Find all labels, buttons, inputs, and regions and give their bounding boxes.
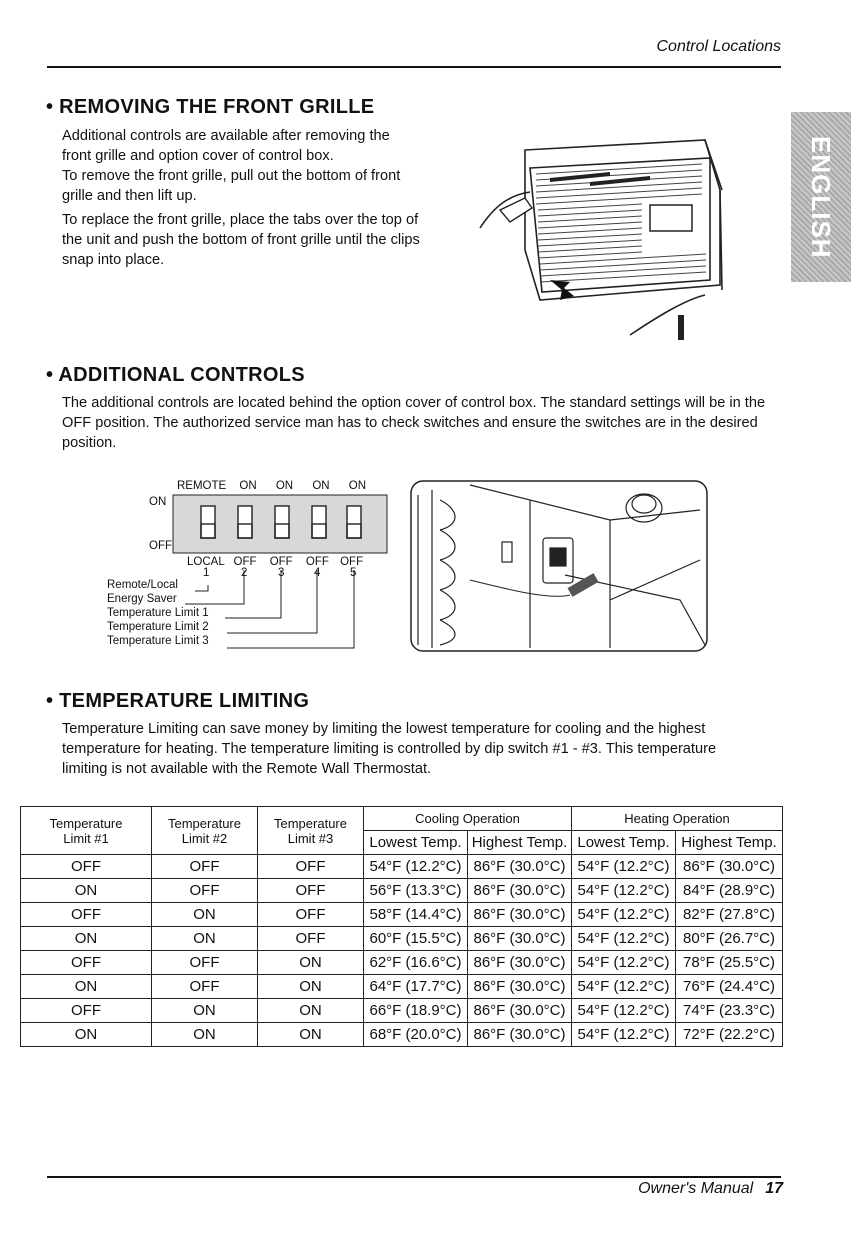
table-cell: 68°F (20.0°C) [364, 1023, 468, 1047]
table-cell: 86°F (30.0°C) [468, 975, 572, 999]
dip-top-label-3: ON [275, 480, 294, 492]
table-row [21, 879, 783, 903]
table-cell: OFF [152, 879, 258, 903]
table-cell: OFF [21, 999, 152, 1023]
table-cell: ON [258, 975, 364, 999]
table-cell: 58°F (14.4°C) [364, 903, 468, 927]
table-cell: 86°F (30.0°C) [468, 879, 572, 903]
table-cell: OFF [258, 903, 364, 927]
col-header-cool-high: Highest Temp. [468, 831, 572, 855]
dip-legend-item: Temperature Limit 2 [107, 621, 209, 633]
footer-rule [47, 1176, 781, 1178]
col-header-heating: Heating Operation [572, 807, 783, 831]
removing-title: • REMOVING THE FRONT GRILLE [46, 96, 375, 118]
table-cell: ON [152, 927, 258, 951]
table-cell: ON [258, 1023, 364, 1047]
table-row [21, 975, 783, 999]
table-cell: 54°F (12.2°C) [572, 999, 676, 1023]
table-cell: 54°F (12.2°C) [572, 879, 676, 903]
table-cell: 80°F (26.7°C) [676, 927, 783, 951]
table-cell: 54°F (12.2°C) [572, 1023, 676, 1047]
removing-paragraph-1: Additional controls are available after removing the front grille and option cover of control box. [62, 128, 390, 164]
table-cell: ON [21, 879, 152, 903]
grille-illustration [470, 110, 740, 350]
col-header-limit2-b: Limit #2 [181, 830, 228, 846]
table-row [21, 855, 783, 879]
table-cell: 54°F (12.2°C) [572, 903, 676, 927]
table-cell: 60°F (15.5°C) [364, 927, 468, 951]
col-header-limit3 [258, 807, 364, 855]
footer-manual-title: Owner's Manual [638, 1180, 754, 1197]
table-cell: 54°F (12.2°C) [364, 855, 468, 879]
table-cell: OFF [152, 975, 258, 999]
table-cell: 86°F (30.0°C) [468, 855, 572, 879]
language-tab-label: ENGLISH [806, 135, 836, 259]
table-cell: 86°F (30.0°C) [468, 951, 572, 975]
dip-legend [107, 578, 209, 648]
dip-number-2: 2 [241, 567, 248, 579]
table-cell: OFF [258, 879, 364, 903]
dip-top-label-4: ON [312, 480, 330, 492]
additional-title: • ADDITIONAL CONTROLS [46, 364, 305, 386]
table-cell: ON [21, 975, 152, 999]
dip-number-5: 5 [350, 567, 357, 579]
table-cell: ON [152, 903, 258, 927]
table-cell: OFF [152, 855, 258, 879]
dip-legend-item: Energy Saver [107, 593, 177, 605]
col-header-limit1 [21, 807, 152, 855]
col-header-limit3-b: Limit #3 [287, 830, 334, 846]
table-cell: 86°F (30.0°C) [468, 1023, 572, 1047]
col-header-heat-high: Highest Temp. [676, 831, 783, 855]
table-cell: OFF [152, 951, 258, 975]
table-cell: 66°F (18.9°C) [364, 999, 468, 1023]
table-cell: OFF [21, 951, 152, 975]
dip-on-label: ON [149, 496, 167, 508]
table-body [21, 855, 783, 1047]
dip-legend-item: Remote/Local [107, 579, 178, 591]
table-cell: 82°F (27.8°C) [676, 903, 783, 927]
table-row [21, 999, 783, 1023]
table-cell: 86°F (30.0°C) [468, 927, 572, 951]
table-cell: 78°F (25.5°C) [676, 951, 783, 975]
limiting-title: • TEMPERATURE LIMITING [46, 690, 310, 712]
table-cell: 86°F (30.0°C) [676, 855, 783, 879]
dip-top-label-5: ON [348, 480, 367, 492]
col-header-cooling: Cooling Operation [364, 807, 572, 831]
temperature-limit-table [20, 806, 783, 1047]
col-header-cool-low: Lowest Temp. [364, 831, 468, 855]
table-cell: OFF [21, 903, 152, 927]
table-cell: ON [21, 1023, 152, 1047]
table-cell: ON [258, 951, 364, 975]
col-header-limit1-a: Temperature [49, 815, 123, 831]
dip-top-label-1: REMOTE [177, 480, 227, 492]
dip-legend-item: Temperature Limit 3 [107, 635, 209, 647]
table-cell: 54°F (12.2°C) [572, 855, 676, 879]
col-header-limit2 [152, 807, 258, 855]
dip-bottom-label-1: LOCAL [187, 556, 225, 568]
language-tab [791, 112, 851, 282]
dip-bottom-label-4: OFF [305, 556, 329, 568]
table-cell: 84°F (28.9°C) [676, 879, 783, 903]
page-header-section: Control Locations [656, 38, 781, 55]
dip-number-1: 1 [203, 567, 210, 579]
table-cell: 86°F (30.0°C) [468, 999, 572, 1023]
col-header-limit1-b: Limit #1 [63, 830, 109, 846]
table-cell: ON [258, 999, 364, 1023]
table-cell: 86°F (30.0°C) [468, 903, 572, 927]
table-cell: 56°F (13.3°C) [364, 879, 468, 903]
table-cell: ON [152, 999, 258, 1023]
dip-number-4: 4 [314, 567, 321, 579]
header-rule [47, 66, 781, 68]
table-cell: 74°F (23.3°C) [676, 999, 783, 1023]
dip-legend-item: Temperature Limit 1 [107, 607, 209, 619]
table-row [21, 903, 783, 927]
table-cell: 64°F (17.7°C) [364, 975, 468, 999]
dip-switch-diagram [105, 478, 395, 658]
removing-body [62, 126, 422, 270]
table-cell: ON [152, 1023, 258, 1047]
control-box-illustration [410, 480, 708, 652]
table-header-row [21, 807, 783, 831]
dip-off-label: OFF [149, 540, 172, 552]
table-cell: 62°F (16.6°C) [364, 951, 468, 975]
table-cell: OFF [258, 927, 364, 951]
col-header-limit3-a: Temperature [274, 815, 347, 831]
dip-bottom-label-3: OFF [269, 556, 293, 568]
table-cell: 54°F (12.2°C) [572, 975, 676, 999]
additional-body: The additional controls are located behind the option cover of control box. The standard settings will be in the OFF position. The authorized service man has to check switches and ensure the switches are in the desired position. [62, 395, 766, 451]
table-cell: OFF [21, 855, 152, 879]
table-row [21, 951, 783, 975]
table-cell: OFF [258, 855, 364, 879]
table-row [21, 927, 783, 951]
dip-bottom-label-5: OFF [340, 556, 364, 568]
dip-number-3: 3 [278, 567, 285, 579]
page-number: 17 [765, 1180, 783, 1197]
limiting-body: Temperature Limiting can save money by limiting the lowest temperature for cooling and the highest temperature for heating. The temperature limiting is controlled by dip switch #1 - #3. This temperature limiting is not available with the Remote Wall Thermostat. [62, 721, 717, 777]
table-cell: 54°F (12.2°C) [572, 927, 676, 951]
col-header-limit2-a: Temperature [168, 815, 241, 831]
dip-top-labels [177, 480, 366, 492]
dip-top-label-2: ON [239, 480, 257, 492]
dip-bottom-label-2: OFF [233, 556, 257, 568]
removing-paragraph-2: To remove the front grille, pull out the bottom of front grille and then lift up. [62, 168, 401, 204]
table-cell: 72°F (22.2°C) [676, 1023, 783, 1047]
table-cell: 76°F (24.4°C) [676, 975, 783, 999]
table-cell: ON [21, 927, 152, 951]
table-cell: 54°F (12.2°C) [572, 951, 676, 975]
table-row [21, 1023, 783, 1047]
page-footer [638, 1180, 783, 1198]
dip-bottom-labels [187, 556, 363, 568]
col-header-heat-low: Lowest Temp. [572, 831, 676, 855]
removing-paragraph-3: To replace the front grille, place the tabs over the top of the unit and push the bottom of front grille until the clips snap into place. [62, 212, 420, 268]
